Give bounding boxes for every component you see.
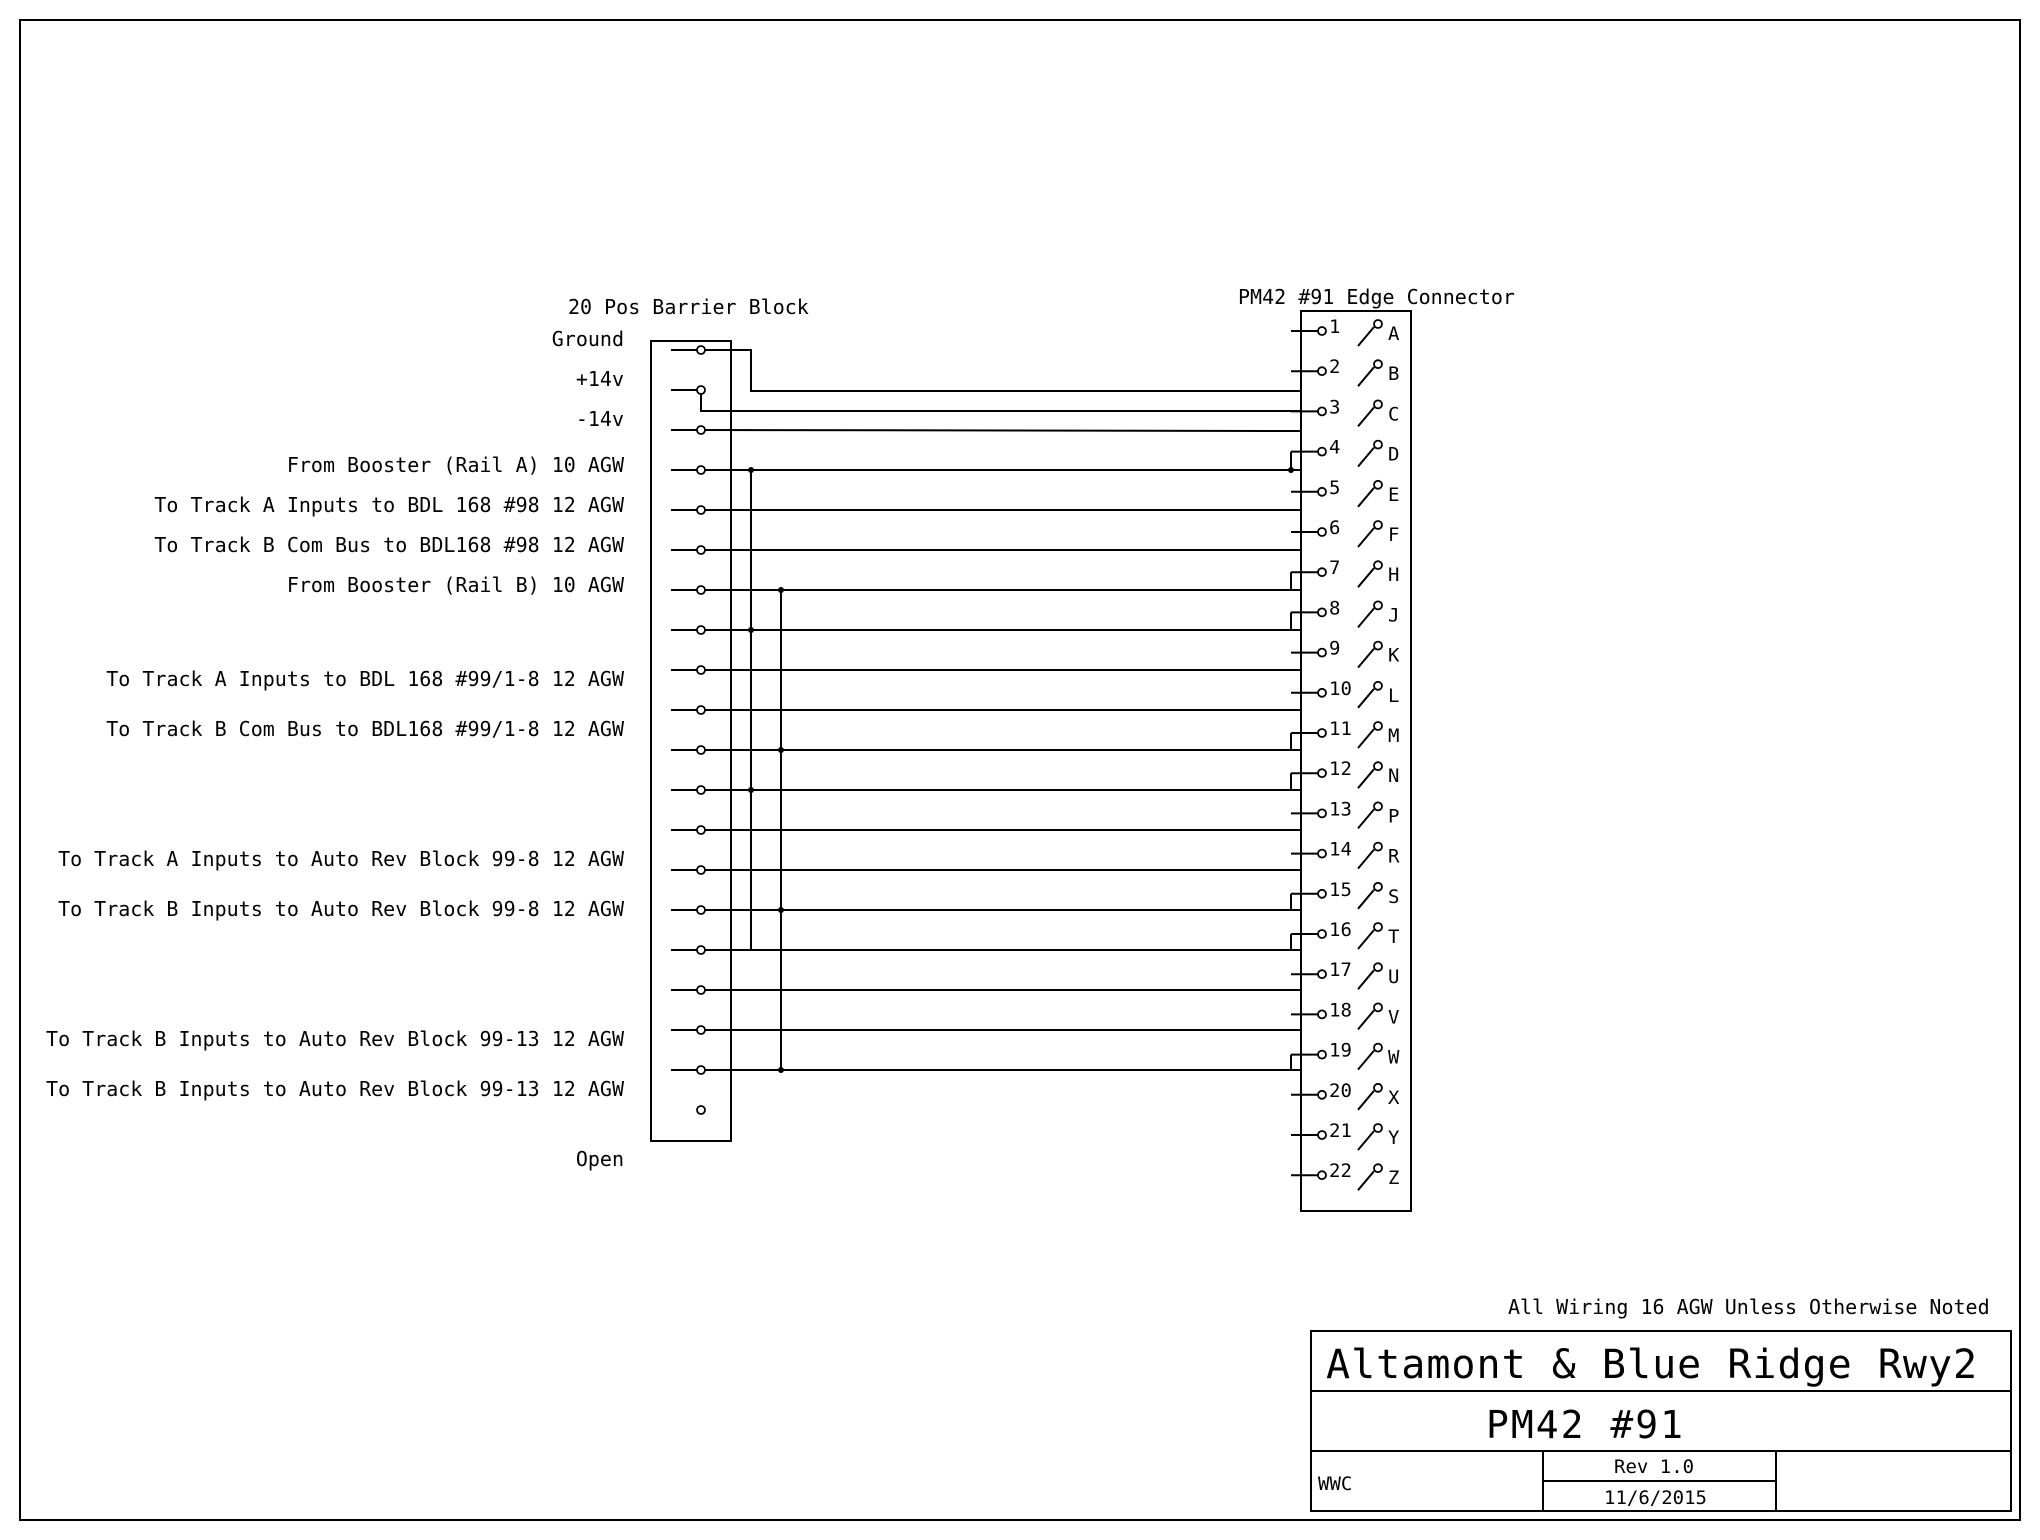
connector-pin-number: 14 <box>1329 838 1352 861</box>
connector-pin-number: 7 <box>1329 557 1341 580</box>
connector-switch-blade <box>1358 327 1374 346</box>
title-block-drawing: PM42 #91 <box>1486 1403 1686 1447</box>
connector-contact <box>1318 488 1326 496</box>
connector-switch-contact <box>1374 1044 1382 1052</box>
connector-pin-number: 4 <box>1329 436 1341 459</box>
connector-contact <box>1318 1010 1326 1018</box>
junction-dot <box>1288 467 1294 473</box>
barrier-terminal <box>697 626 705 634</box>
barrier-block-labels <box>46 327 625 1171</box>
connector-switch-blade <box>1358 367 1374 386</box>
connector-switch-contact <box>1374 1084 1382 1092</box>
barrier-terminal <box>697 586 705 594</box>
connector-switch-contact <box>1374 802 1382 810</box>
connector-pin-letter: Z <box>1388 1167 1400 1190</box>
connector-contact <box>1318 890 1326 898</box>
connector-pin-letter: D <box>1388 443 1400 466</box>
connector-switch-contact <box>1374 843 1382 851</box>
connector-pin-letter: E <box>1388 483 1400 506</box>
connector-contact <box>1318 850 1326 858</box>
connector-switch-contact <box>1374 682 1382 690</box>
connector-switch-blade <box>1358 1091 1374 1110</box>
wire-ground <box>705 350 1301 391</box>
junction-dot <box>778 587 784 593</box>
connector-switch-contact <box>1374 1003 1382 1011</box>
barrier-terminal-label: To Track B Inputs to Auto Rev Block 99-8 12 AGW <box>58 897 624 921</box>
junction-dot <box>778 1067 784 1073</box>
title-block-date: 11/6/2015 <box>1604 1487 1707 1509</box>
barrier-terminal-label: +14v <box>575 367 624 391</box>
connector-pin-number: 17 <box>1329 959 1352 982</box>
barrier-block-body <box>651 341 731 1141</box>
barrier-terminal <box>697 386 705 394</box>
connector-switch-blade <box>1358 689 1374 708</box>
connector-contact <box>1318 1131 1326 1139</box>
connector-contact <box>1318 448 1326 456</box>
title-block <box>1311 1331 2011 1511</box>
connector-pin-letter: P <box>1388 805 1400 828</box>
barrier-terminal <box>697 666 705 674</box>
connector-pin-number: 10 <box>1329 677 1352 700</box>
connector-switch-contact <box>1374 883 1382 891</box>
connector-switch-contact <box>1374 360 1382 368</box>
barrier-terminal-label: To Track B Com Bus to BDL168 #99/1-8 12 AGW <box>106 717 624 741</box>
barrier-terminal <box>697 706 705 714</box>
connector-contact <box>1318 729 1326 737</box>
connector-pin-letter: Y <box>1388 1127 1400 1149</box>
barrier-terminal-label: To Track A Inputs to BDL 168 #99/1-8 12 AGW <box>106 667 624 691</box>
connector-switch-blade <box>1358 1131 1374 1150</box>
barrier-terminal <box>697 866 705 874</box>
barrier-terminal-label: To Track A Inputs to BDL 168 #98 12 AGW <box>154 493 624 517</box>
connector-contact <box>1318 568 1326 576</box>
barrier-terminal <box>697 786 705 794</box>
connector-switch-contact <box>1374 1124 1382 1132</box>
barrier-terminal-label: To Track A Inputs to Auto Rev Block 99-8 12 AGW <box>58 847 624 871</box>
connector-pin-number: 5 <box>1329 476 1341 499</box>
connector-pin-letter: X <box>1388 1086 1400 1109</box>
connector-switch-contact <box>1374 521 1382 529</box>
connector-pin-number: 9 <box>1329 637 1341 660</box>
connector-contact <box>1318 367 1326 375</box>
connector-switch-blade <box>1358 850 1374 869</box>
connector-switch-blade <box>1358 528 1374 547</box>
barrier-terminal-label: Open <box>575 1147 624 1171</box>
barrier-terminal <box>697 426 705 434</box>
connector-contact <box>1318 970 1326 978</box>
barrier-terminal-label: From Booster (Rail A) 10 AGW <box>286 453 624 477</box>
barrier-terminal <box>697 546 705 554</box>
connector-switch-contact <box>1374 320 1382 328</box>
connector-pin-number: 19 <box>1329 1039 1352 1062</box>
barrier-terminal <box>697 826 705 834</box>
connector-switch-contact <box>1374 1164 1382 1172</box>
connector-contact <box>1318 809 1326 817</box>
barrier-terminal <box>697 506 705 514</box>
barrier-terminal-label: To Track B Inputs to Auto Rev Block 99-13 12 AGW <box>46 1077 624 1101</box>
wire-minus14 <box>705 430 1301 431</box>
wiring-note: All Wiring 16 AGW Unless Otherwise Noted <box>1508 1295 1990 1319</box>
connector-pin-letter: W <box>1388 1046 1400 1069</box>
connector-switch-blade <box>1358 769 1374 788</box>
barrier-terminal-label: From Booster (Rail B) 10 AGW <box>286 573 624 597</box>
barrier-terminal-label: To Track B Com Bus to BDL168 #98 12 AGW <box>154 533 624 557</box>
connector-switch-blade <box>1358 608 1374 627</box>
connector-contact <box>1318 1051 1326 1059</box>
junction-dot <box>778 747 784 753</box>
title-block-author: WWC <box>1318 1473 1353 1495</box>
connector-pin-number: 15 <box>1329 878 1352 901</box>
connector-contact <box>1318 930 1326 938</box>
barrier-terminal <box>697 906 705 914</box>
barrier-terminal <box>697 1026 705 1034</box>
barrier-terminal <box>697 746 705 754</box>
title-block-company: Altamont & Blue Ridge Rwy2 <box>1326 1342 1979 1388</box>
connector-contact <box>1318 528 1326 536</box>
connector-switch-contact <box>1374 561 1382 569</box>
connector-contact <box>1318 327 1326 335</box>
connector-pin-letter: R <box>1388 845 1400 868</box>
connector-pin-number: 22 <box>1329 1160 1352 1183</box>
connector-pin-number: 1 <box>1329 316 1341 338</box>
connector-contact <box>1318 689 1326 697</box>
connector-pin-number: 20 <box>1329 1079 1352 1102</box>
connector-pin-letter: N <box>1388 765 1400 788</box>
connector-pin-letter: J <box>1388 604 1400 627</box>
connector-switch-contact <box>1374 963 1382 971</box>
connector-pin-letter: B <box>1388 363 1400 386</box>
connector-switch-contact <box>1374 923 1382 931</box>
connector-pin-number: 21 <box>1329 1120 1352 1142</box>
connector-pin-number: 6 <box>1329 517 1341 539</box>
barrier-terminal-label: Ground <box>551 327 624 351</box>
connector-pin-number: 18 <box>1329 999 1352 1022</box>
connector-switch-blade <box>1358 930 1374 949</box>
connector-switch-blade <box>1358 1171 1374 1190</box>
connector-contact <box>1318 769 1326 777</box>
title-block-revision: Rev 1.0 <box>1614 1456 1695 1478</box>
connector-pin-letter: V <box>1388 1006 1400 1029</box>
connector-switch-contact <box>1374 642 1382 650</box>
barrier-terminal <box>697 346 705 354</box>
connector-switch-blade <box>1358 407 1374 426</box>
connector-contact <box>1318 1091 1326 1099</box>
connector-pin-number: 11 <box>1329 718 1352 740</box>
connector-pin-letter: F <box>1388 524 1400 546</box>
edge-connector-pins <box>1291 316 1400 1190</box>
wire-plus14 <box>701 394 1301 411</box>
connector-switch-blade <box>1358 1010 1374 1029</box>
barrier-terminal <box>697 986 705 994</box>
barrier-terminal <box>697 466 705 474</box>
connector-pin-letter: T <box>1388 926 1400 948</box>
barrier-block-title: 20 Pos Barrier Block <box>568 295 809 319</box>
connector-pin-number: 8 <box>1329 597 1341 620</box>
edge-connector-title: PM42 #91 Edge Connector <box>1238 285 1515 309</box>
connector-switch-blade <box>1358 488 1374 507</box>
connector-switch-contact <box>1374 722 1382 730</box>
junction-dot <box>778 907 784 913</box>
connector-contact <box>1318 649 1326 657</box>
connector-switch-blade <box>1358 890 1374 909</box>
connector-switch-blade <box>1358 649 1374 668</box>
connector-pin-number: 12 <box>1329 758 1352 781</box>
barrier-terminal <box>697 1106 705 1114</box>
connector-switch-blade <box>1358 1051 1374 1070</box>
barrier-terminal <box>697 1066 705 1074</box>
connector-pin-number: 13 <box>1329 798 1352 821</box>
connector-switch-contact <box>1374 441 1382 449</box>
connector-switch-blade <box>1358 448 1374 467</box>
barrier-terminal <box>697 946 705 954</box>
junction-dot <box>748 467 754 473</box>
connector-pin-number: 2 <box>1329 356 1341 379</box>
junction-dot <box>748 787 754 793</box>
connector-switch-contact <box>1374 601 1382 609</box>
connector-switch-blade <box>1358 970 1374 989</box>
connector-pin-letter: L <box>1388 684 1400 707</box>
connector-contact <box>1318 407 1326 415</box>
connector-pin-letter: H <box>1388 564 1400 587</box>
connector-switch-blade <box>1358 809 1374 828</box>
wiring-layer <box>701 350 1301 1073</box>
connector-switch-contact <box>1374 400 1382 408</box>
connector-pin-number: 16 <box>1329 919 1352 941</box>
barrier-block-terminals <box>671 346 705 1114</box>
connector-pin-letter: S <box>1388 885 1400 908</box>
connector-pin-letter: K <box>1388 644 1400 667</box>
connector-pin-letter: M <box>1388 725 1400 747</box>
connector-pin-letter: U <box>1388 966 1400 989</box>
connector-switch-blade <box>1358 568 1374 587</box>
connector-switch-blade <box>1358 729 1374 748</box>
connector-switch-contact <box>1374 762 1382 770</box>
junction-dot <box>748 627 754 633</box>
connector-pin-letter: A <box>1388 323 1400 345</box>
connector-contact <box>1318 608 1326 616</box>
barrier-terminal-label: -14v <box>575 407 624 431</box>
connector-contact <box>1318 1171 1326 1179</box>
connector-pin-number: 3 <box>1329 396 1341 419</box>
barrier-terminal-label: To Track B Inputs to Auto Rev Block 99-13 12 AGW <box>46 1027 624 1051</box>
connector-pin-letter: C <box>1388 403 1400 426</box>
connector-switch-contact <box>1374 481 1382 489</box>
